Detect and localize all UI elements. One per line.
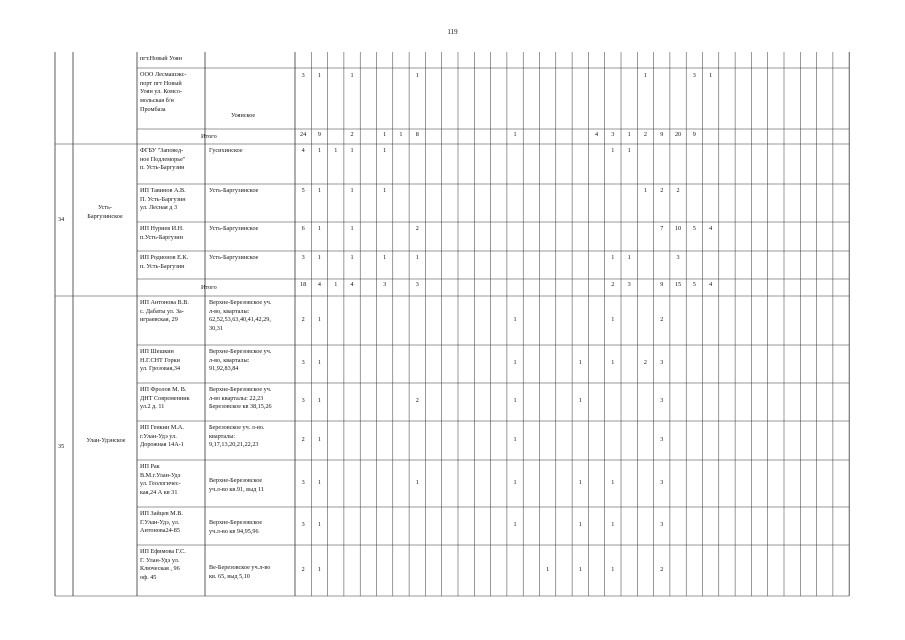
number-cell: 1	[611, 478, 615, 486]
number-cell: 9	[660, 281, 664, 288]
number-cell: 3	[301, 397, 305, 404]
number-cell: 1	[546, 565, 550, 573]
number-cell: 2	[643, 359, 647, 366]
number-cell: 5	[301, 187, 305, 194]
number-cell: 7	[660, 225, 664, 232]
number-cell: 1	[643, 72, 647, 79]
number-cell: 1	[611, 359, 615, 366]
company-cell: ИП Тавинов А.В. П. Усть-Баргузин ул. Лесная д 3	[140, 187, 186, 212]
number-cell: 1	[383, 147, 387, 154]
number-cell: 2	[643, 131, 647, 138]
number-cell: 1	[627, 254, 631, 261]
district-cell: Верхне-Березовское уч. л-во кварталы: 22,23 Березовское кв 38,15,26	[209, 386, 272, 411]
number-cell: 1	[350, 147, 354, 154]
number-cell: 1	[513, 359, 517, 366]
company-cell: пгт.Новый Уоян	[140, 55, 182, 62]
number-cell: 3	[301, 72, 305, 79]
number-cell: 3	[611, 131, 615, 138]
number-cell: 1	[317, 225, 321, 232]
number-cell: 2	[676, 187, 680, 194]
company-cell: ИП Ефимова Г.С. Г. Улан-Удэ ул. Ключеская , 96 оф. 45	[140, 548, 186, 582]
number-cell: 5	[692, 281, 696, 288]
number-cell: 1	[578, 478, 582, 486]
number-cell: 2	[611, 281, 615, 288]
section-name: Усть- Баргузинское	[87, 204, 123, 220]
number-cell: 5	[692, 225, 696, 232]
number-cell: 3	[383, 281, 387, 288]
company-cell: ИП Шешкин Н.Г.СНТ Горки ул. Грозовая,34	[140, 348, 181, 373]
number-cell: 1	[350, 187, 354, 194]
number-cell: 1	[317, 521, 321, 528]
number-cell: 1	[350, 225, 354, 232]
company-cell: ИП Рак В.М.г.Улан-Удэ ул. Геологичес- кая,24 А кв 31	[140, 463, 181, 497]
number-cell: 10	[674, 225, 682, 232]
district-cell: Уоянское	[231, 112, 256, 119]
company-cell: ООО Лесмашэкс- порт пгт Новый Уоян ул. Комсо- мольская б/н Промбаза	[140, 71, 187, 113]
number-cell: 9	[660, 131, 664, 138]
number-cell: 4	[709, 225, 713, 232]
section-number: 35	[58, 443, 65, 450]
number-cell: 1	[513, 435, 517, 443]
number-cell: 4	[301, 147, 305, 154]
number-cell: 1	[611, 521, 615, 528]
itogo-label: Итого	[201, 284, 217, 291]
district-cell: Усть-Баргузинское	[209, 254, 259, 261]
number-cell: 1	[334, 281, 338, 288]
number-cell: 1	[317, 478, 321, 486]
number-cell: 2	[301, 565, 305, 573]
number-cell: 1	[317, 147, 321, 154]
number-cell: 1	[317, 359, 321, 366]
number-cell: 3	[627, 281, 631, 288]
number-cell: 2	[660, 315, 664, 323]
number-cell: 3	[301, 359, 305, 366]
number-cell: 1	[627, 131, 631, 138]
number-cell: 1	[317, 72, 321, 79]
company-cell: ИП Антонова В.В. с. Дабаты ул. За- играевская, 29	[140, 299, 189, 324]
number-cell: 1	[383, 187, 387, 194]
number-cell: 4	[350, 281, 354, 288]
page-number: 119	[447, 28, 458, 36]
number-cell: 1	[611, 254, 615, 261]
number-cell: 1	[415, 254, 419, 261]
district-cell: Гусихинское	[209, 147, 243, 154]
district-cell: Верхне-Березовское уч.л-во кв.91, выд 11	[209, 476, 264, 493]
district-cell: Усть-Баргузинское	[209, 225, 259, 232]
district-cell: Верхне-Березовское уч. л-во, кварталы: 91,92,83,84	[209, 348, 272, 373]
number-cell: 1	[383, 254, 387, 261]
company-cell: ИП Генкин М.А. г.Улан-Удэ ул. Дорожная 14А-1	[140, 424, 184, 449]
district-cell: Березовское уч. л-во. кварталы: 9,17,13,20,21,22,23	[209, 424, 265, 449]
number-cell: 1	[350, 254, 354, 261]
number-cell: 24	[300, 131, 307, 138]
number-cell: 2	[301, 435, 305, 443]
itogo-label: Итого	[201, 133, 217, 140]
number-cell: 1	[643, 187, 647, 194]
number-cell: 3	[301, 478, 305, 486]
number-cell: 1	[317, 254, 321, 261]
number-cell: 4	[594, 131, 599, 138]
number-cell: 1	[611, 147, 615, 154]
company-cell: ИП Фролов М. В. ДНТ Современник ул.2 д. 11	[140, 386, 190, 411]
number-cell: 4	[709, 281, 713, 288]
number-cell: 3	[692, 72, 696, 79]
number-cell: 1	[317, 435, 321, 443]
number-cell: 1	[383, 131, 387, 138]
company-cell: ИП Зайцев М.В. Г.Улан-Удэ, ул. Антонова24-85	[140, 510, 183, 535]
company-cell: ИП Родионов Е.К. п. Усть-Баргузин	[140, 254, 189, 270]
number-cell: 4	[317, 281, 321, 288]
district-cell: Верхне-Березовское уч.л-во кв 94,95,96	[209, 519, 263, 536]
number-cell: 1	[513, 315, 517, 323]
number-cell: 9	[317, 131, 321, 138]
number-cell: 1	[513, 131, 517, 138]
number-cell: 1	[513, 397, 517, 404]
number-cell: 1	[399, 131, 403, 138]
number-cell: 3	[660, 397, 664, 404]
number-cell: 8	[415, 131, 419, 138]
number-cell: 2	[415, 225, 419, 232]
number-cell: 1	[611, 315, 615, 323]
company-cell: ФГБУ "Заповед- ное Подлеморье" п. Усть-Баргузин	[140, 147, 186, 172]
district-cell: Ве-Березовское уч.л-во кв. 65, выд 5,10	[209, 563, 271, 580]
number-cell: 1	[578, 359, 582, 366]
number-cell: 2	[301, 315, 305, 323]
district-cell: Усть-Баргузинское	[209, 187, 259, 194]
number-cell: 15	[674, 281, 682, 288]
number-cell: 20	[674, 131, 682, 138]
number-cell: 1	[334, 147, 338, 154]
number-cell: 1	[611, 565, 615, 573]
number-cell: 1	[350, 72, 354, 79]
number-cell: 3	[301, 521, 305, 528]
number-cell: 3	[301, 254, 305, 261]
number-cell: 1	[415, 72, 419, 79]
number-cell: 3	[676, 254, 680, 261]
number-cell: 1	[317, 397, 321, 404]
number-cell: 6	[301, 225, 305, 232]
number-cell: 18	[300, 281, 307, 288]
number-cell: 1	[513, 478, 517, 486]
number-cell: 9	[692, 131, 696, 138]
company-cell: ИП Нуриев И.Н. п.Усть-Баргузин	[140, 225, 184, 241]
number-cell: 1	[709, 72, 713, 79]
number-cell: 1	[578, 565, 582, 573]
number-cell: 2	[660, 187, 664, 194]
section-number: 34	[58, 216, 65, 223]
number-cell: 1	[415, 478, 419, 486]
number-cell: 1	[578, 397, 582, 404]
number-cell: 2	[660, 565, 664, 573]
number-cell: 2	[415, 397, 419, 404]
number-cell: 3	[660, 359, 664, 366]
number-cell: 2	[350, 131, 354, 138]
number-cell: 3	[660, 521, 664, 528]
number-cell: 1	[513, 521, 517, 528]
number-cell: 3	[415, 281, 419, 288]
number-cell: 3	[660, 435, 664, 443]
number-cell: 1	[317, 187, 321, 194]
number-cell: 1	[317, 315, 321, 323]
number-cell: 3	[660, 478, 664, 486]
district-cell: Верхне-Березовское уч. л-во, кварталы: 62,52,53,63,40,41,42,29, 30,31	[209, 299, 272, 333]
section-name: Улан-Удэнское	[86, 437, 126, 444]
number-cell: 1	[578, 521, 582, 528]
number-cell: 1	[317, 565, 321, 573]
number-cell: 1	[627, 147, 631, 154]
